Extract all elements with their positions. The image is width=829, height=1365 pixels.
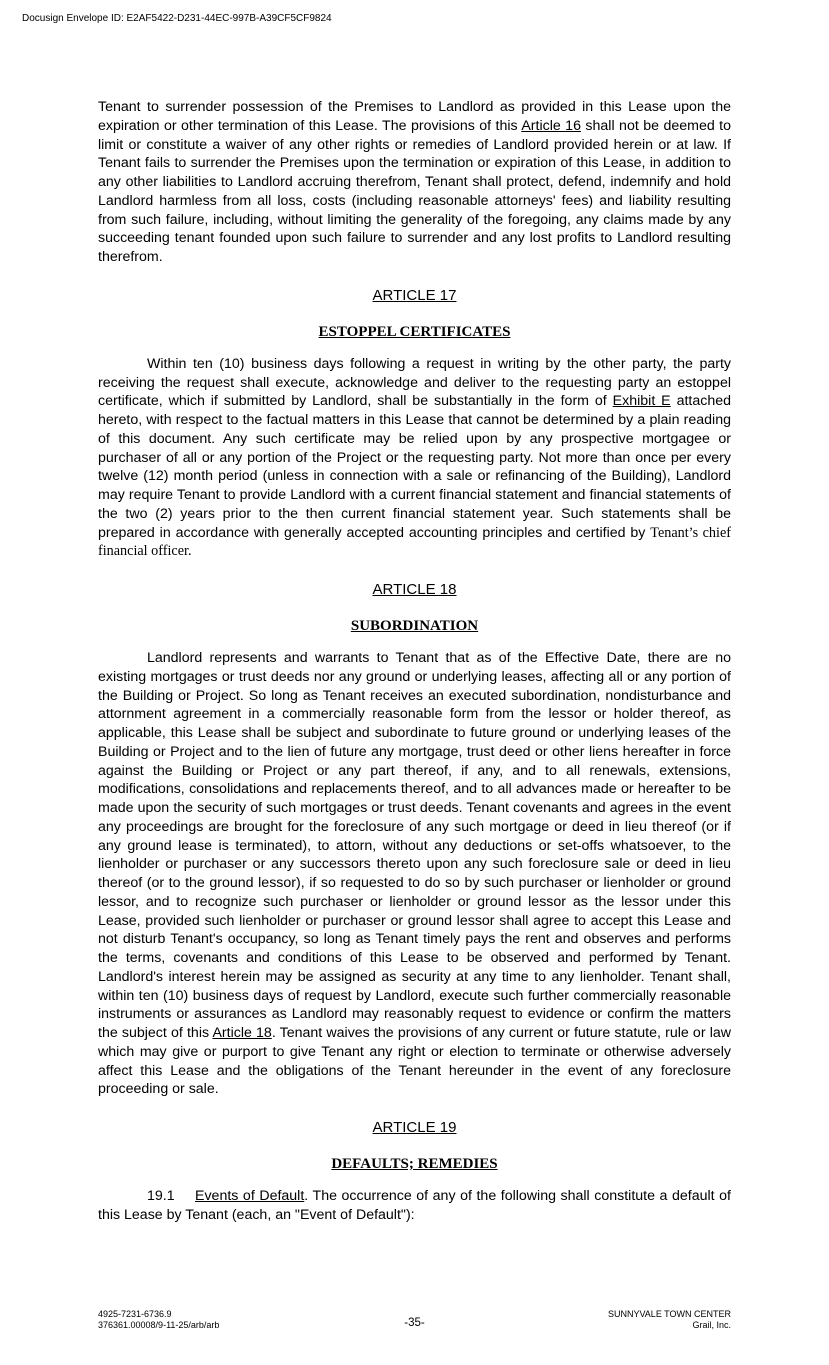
article-18-reference[interactable]: Article 18 <box>212 1025 272 1041</box>
article-18-number: ARTICLE 18 <box>372 581 457 598</box>
footer-project-name: SUNNYVALE TOWN CENTER <box>607 1309 731 1319</box>
section-number: 19.1 <box>147 1188 175 1204</box>
article-17-body: Within ten (10) business days following a request in writing by the other party, the party receiving the request shall execute, acknowledge and deliver to the requesting party an estoppel certificate, which if submitted by Landlord, shall be substantially in the form of Exhibit E attached hereto, with respect to the factual matters in this Lease that cannot be determined by a plain reading of this document. Any such certificate may be relied upon by any prospective mortgagee or purchaser of all or any portion of the Project or the requesting party. Not more than once per every twelve (12) month period (unless in connection with a sale or refinancing of the Building), Landlord may require Tenant to provide Landlord with a current financial statement and financial statements of the two (2) years prior to the then current financial statement year. Such statements shall be prepared in accordance with generally accepted accounting principles and certified by Tenant’s chief financial officer. <box>98 355 731 560</box>
document-page <box>98 98 731 1225</box>
page-number: -35- <box>404 1317 425 1329</box>
article-17-number: ARTICLE 17 <box>372 286 457 304</box>
footer-doc-number: 4925-7231-6736.9 <box>98 1309 172 1319</box>
article-19-title: DEFAULTS; REMEDIES <box>331 1156 498 1172</box>
article-17-title: ESTOPPEL CERTIFICATES <box>318 323 511 340</box>
continued-paragraph: Tenant to surrender possession of the Premises to Landlord as provided in this Lease upon the expiration or other termination of this Lease. The provisions of this Article 16 shall not be deemed to limit or constitute a waiver of any other rights or remedies of Landlord provided herein or at law. If Tenant fails to surrender the Premises upon the termination or expiration of this Lease, in addition to any other liabilities to Landlord accruing therefrom, Tenant shall protect, defend, indemnify and hold Landlord harmless from all loss, costs (including reasonable attorneys' fees) and liability resulting from such failure, including, without limiting the generality of the foregoing, any claims made by any succeeding tenant founded upon such failure to surrender and any lost profits to Landlord resulting therefrom. <box>98 99 732 265</box>
events-of-default-title: Events of Default <box>195 1188 305 1204</box>
footer-file-ref: 376361.00008/9-11-25/arb/arb <box>98 1320 220 1330</box>
article-19-number: ARTICLE 19 <box>372 1119 457 1136</box>
section-19-1: 19.1 Events of Default. The occurrence of any of the following shall constitute a default of this Lease by Tenant (each, an "Event of Default"): <box>98 1188 731 1223</box>
exhibit-e-reference[interactable]: Exhibit E <box>612 393 671 410</box>
article-18-title: SUBORDINATION <box>350 618 479 634</box>
docusign-envelope-id: Docusign Envelope ID: E2AF5422-D231-44EC-997B-A39CF5CF9824 <box>22 13 332 24</box>
article-16-reference[interactable]: Article 16 <box>521 117 581 134</box>
footer-right <box>608 1309 731 1331</box>
footer-tenant-name: Grail, Inc. <box>692 1320 731 1330</box>
article-18-body: Landlord represents and warrants to Tenant that as of the Effective Date, there are no existing mortgages or trust deeds nor any ground or underlying leases, affecting all or any portion of the Building or Project. So long as Tenant receives an executed subordination, nondisturbance and attornment agreement in a commercially reasonable form from the lessor or holder thereof, as applicable, this Lease shall be subject and subordinate to future ground or underlying leases of the Building or Project and to the lien of future any mortgage, trust deed or other liens hereafter in force against the Building or Project or any part thereof, if any, and to all renewals, extensions, modifications, consolidations and replacements thereof, and to all advances made or hereafter to be made upon the security of such mortgages or trust deeds. Tenant covenants and agrees in the event any proceedings are brought for the foreclosure of any such mortgage or deed in lieu thereof (or if any ground lease is terminated), to attorn, without any deductions or set-offs whatsoever, to the lienholder or purchaser or any successors thereto upon any such foreclosure sale or deed in lieu thereof (or to the ground lessor), if so requested to do so by such purchaser or lienholder or ground lessor, and to recognize such purchaser or lienholder or ground lessor as the lessor under this Lease, provided such lienholder or purchaser or ground lessor shall agree to accept this Lease and not disturb Tenant's occupancy, so long as Tenant timely pays the rent and observes and performs the terms, covenants and conditions of this Lease to be observed and performed by Tenant. Landlord's interest herein may be assigned as security at any time to any lienholder. Tenant shall, within ten (10) business days of request by Landlord, execute such further commercially reasonable instruments or assurances as Landlord may reasonably request to evidence or confirm the matters the subject of this Article 18. Tenant waives the provisions of any current or future statute, rule or law which may give or purport to give Tenant any right or election to terminate or otherwise adversely affect this Lease and the obligations of the Tenant hereunder in the event of any foreclosure proceeding or sale. <box>98 650 731 1098</box>
